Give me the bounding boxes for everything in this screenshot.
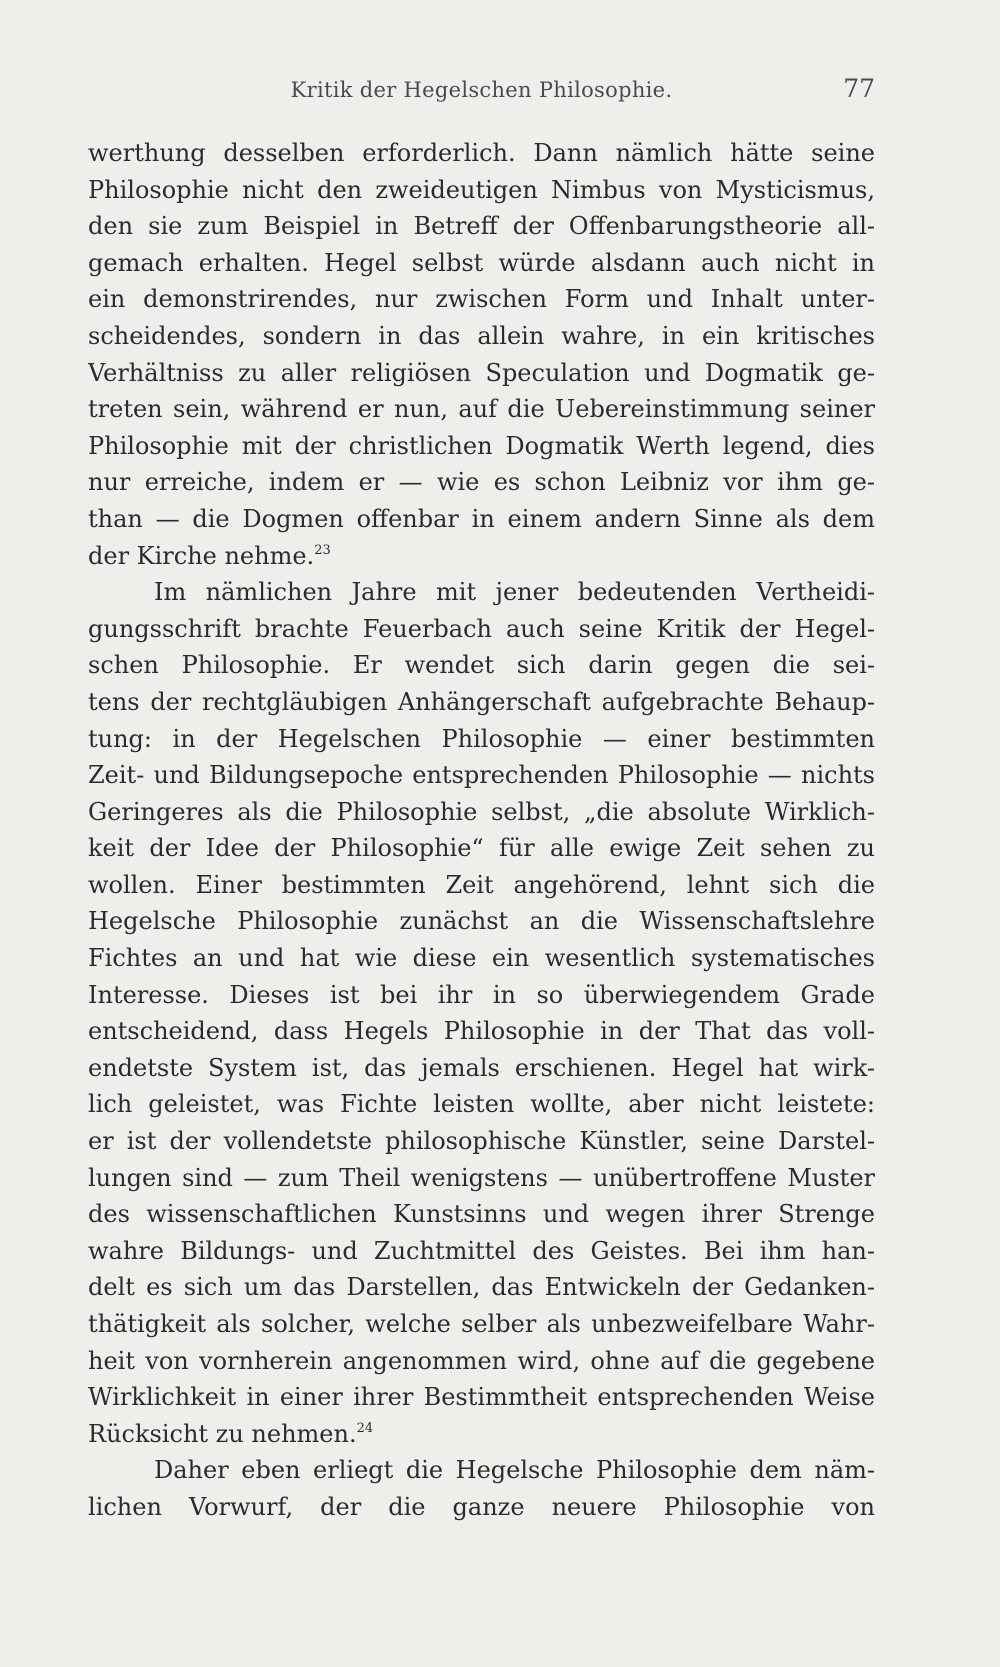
text-line [88, 538, 875, 575]
text-line: wollen. Einer bestimmten Zeit angehörend, lehnt sich die [88, 870, 875, 899]
body-text [88, 135, 875, 1526]
text-line: lungen sind — zum Theil wenigstens — unübertroffene Muster [88, 1163, 875, 1192]
text-line: schen Philosophie. Er wendet sich darin gegen die sei- [88, 651, 875, 680]
text-line: wahre Bildungs- und Zuchtmittel des Geistes. Bei ihm han- [88, 1236, 875, 1265]
text-line: gungsschrift brachte Feuerbach auch seine Kritik der Hegel- [88, 614, 875, 643]
footnote-ref: 24 [356, 1420, 374, 1436]
text-line: thätigkeit als solcher, welche selber als unbezweifelbare Wahr- [88, 1310, 875, 1338]
text-line: des wissenschaftlichen Kunstsinns und wegen ihrer Strenge [88, 1200, 875, 1229]
page-header [88, 72, 875, 112]
text-line: entscheidend, dass Hegels Philosophie in der That das voll- [88, 1017, 875, 1046]
running-title: Kritik der Hegelschen Philosophie. [290, 78, 673, 102]
text-line: den sie zum Beispiel in Betreff der Offenbarungstheorie all- [88, 212, 875, 241]
footnote-ref: 23 [314, 542, 331, 558]
text-line: delt es sich um das Darstellen, das Entwickeln der Gedanken- [88, 1273, 875, 1302]
page-number: 77 [843, 74, 875, 103]
line-text: Rücksicht zu nehmen. [88, 1419, 357, 1448]
text-line: heit von vornherein angenommen wird, ohne auf die gegebene [88, 1346, 875, 1375]
text-line: Verhältniss zu aller religiösen Speculation und Dogmatik ge- [88, 358, 875, 387]
text-line: scheidendes, sondern in das allein wahre, in ein kritisches [88, 321, 875, 350]
text-line: tung: in der Hegelschen Philosophie — einer bestimmten [88, 724, 875, 753]
text-line: tens der rechtgläubigen Anhängerschaft aufgebrachte Behaup- [88, 687, 875, 716]
text-line: er ist der vollendetste philosophische Künstler, seine Darstel- [88, 1127, 875, 1156]
text-line: nur erreiche, indem er — wie es schon Leibniz vor ihm ge- [88, 468, 875, 497]
text-line: Wirklichkeit in einer ihrer Bestimmtheit entsprechenden Weise [88, 1383, 875, 1412]
text-line: Daher eben erliegt die Hegelsche Philosophie dem näm- [154, 1456, 875, 1485]
text-line [88, 1416, 875, 1453]
text-line: Hegelsche Philosophie zunächst an die Wissenschaftslehre [88, 907, 875, 936]
text-line: ein demonstrirendes, nur zwischen Form und Inhalt unter- [88, 285, 875, 314]
text-line: Geringeres als die Philosophie selbst, „die absolute Wirklich- [88, 797, 875, 826]
line-text: der Kirche nehme. [88, 541, 315, 570]
text-line: treten sein, während er nun, auf die Uebereinstimmung seiner [88, 395, 875, 424]
text-line: gemach erhalten. Hegel selbst würde alsdann auch nicht in [88, 248, 875, 277]
text-line: endetste System ist, das jemals erschienen. Hegel hat wirk- [88, 1053, 875, 1082]
text-line: Fichtes an und hat wie diese ein wesentlich systematisches [88, 944, 875, 973]
text-line: Philosophie nicht den zweideutigen Nimbus von Mysticismus, [88, 175, 875, 204]
text-line: Zeit- und Bildungsepoche entsprechenden Philosophie — nichts [88, 761, 875, 790]
text-line: lich geleistet, was Fichte leisten wollte, aber nicht leistete: [88, 1090, 875, 1119]
text-line: Im nämlichen Jahre mit jener bedeutenden Vertheidi- [154, 578, 875, 607]
text-line: Interesse. Dieses ist bei ihr in so überwiegendem Grade [88, 980, 875, 1009]
text-line: than — die Dogmen offenbar in einem andern Sinne als dem [88, 504, 875, 533]
text-line: werthung desselben erforderlich. Dann nämlich hätte seine [88, 139, 875, 167]
text-line: lichen Vorwurf, der die ganze neuere Philosophie von [88, 1492, 875, 1521]
text-line: Philosophie mit der christlichen Dogmatik Werth legend, dies [88, 431, 875, 460]
text-line: keit der Idee der Philosophie“ für alle ewige Zeit sehen zu [88, 834, 875, 863]
